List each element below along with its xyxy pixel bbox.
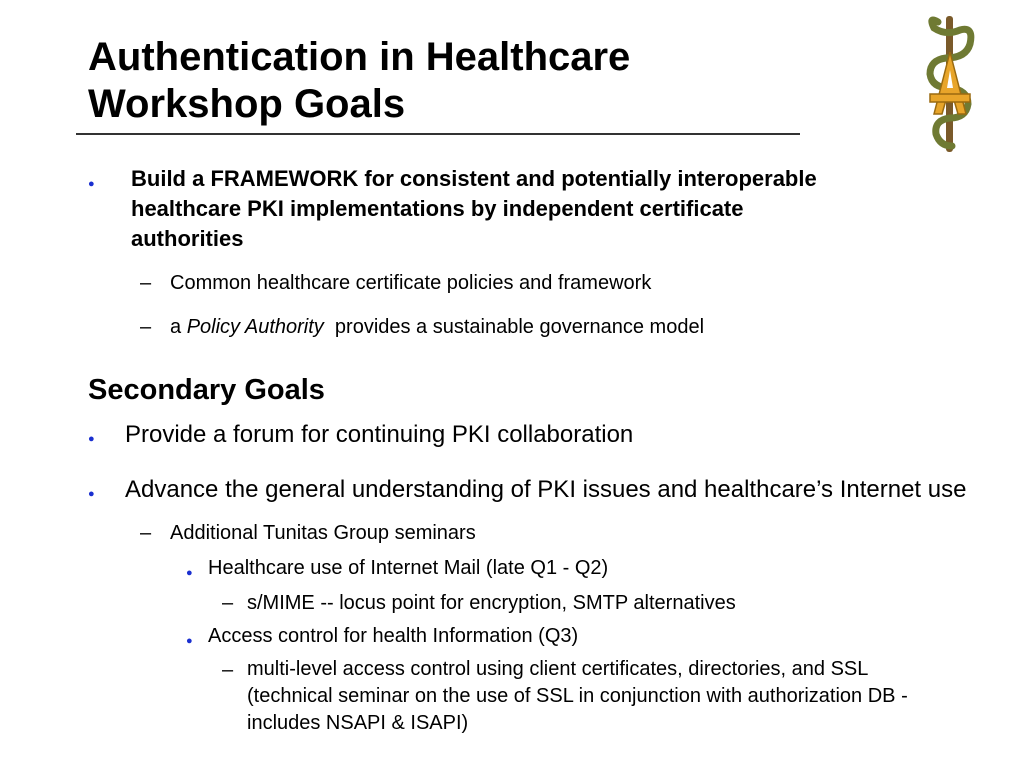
- policy-suffix: provides a sustainable governance model: [334, 316, 705, 338]
- seminar-item-1-detail: s/MIME -- locus point for encryption, SMTP alternatives: [247, 592, 736, 614]
- policy-prefix: a: [170, 316, 182, 338]
- bullet-marker: ●: [186, 567, 193, 579]
- bullet-marker: ●: [186, 635, 193, 647]
- seminars-label: Additional Tunitas Group seminars: [170, 522, 476, 544]
- dash-marker: –: [140, 272, 152, 294]
- seminar-item-1: Healthcare use of Internet Mail (late Q1 - Q2): [208, 557, 609, 579]
- caduceus-a-icon: [916, 14, 984, 154]
- bullet-marker: ●: [88, 488, 95, 500]
- secondary-heading: Secondary Goals: [88, 374, 325, 406]
- dash-marker: –: [140, 522, 152, 544]
- title-underline: [76, 133, 800, 135]
- title-line-1: Authentication in Healthcare: [88, 35, 631, 79]
- dash-marker: –: [222, 592, 234, 614]
- slide-title: [88, 34, 788, 128]
- dash-marker: –: [222, 659, 234, 681]
- primary-sub-2: [170, 316, 704, 339]
- primary-goal-text: Build a FRAMEWORK for consistent and potentially interoperable healthcare PKI implementations by independent certificate authorities: [131, 166, 817, 251]
- policy-term: Policy Authority: [186, 316, 324, 338]
- seminar-item-2-detail: multi-level access control using client certificates, directories, and SSL (technical seminar on the use of SSL in conjunction with authorization DB - includes NSAPI & ISAPI): [247, 658, 908, 734]
- bullet-marker: ●: [88, 433, 95, 445]
- secondary-goal-1: Provide a forum for continuing PKI collaboration: [125, 421, 634, 448]
- primary-sub-1: Common healthcare certificate policies and framework: [170, 272, 652, 294]
- bullet-marker: ●: [88, 178, 95, 190]
- title-line-2: Workshop Goals: [88, 82, 406, 126]
- dash-marker: –: [140, 316, 152, 338]
- seminar-item-2: Access control for health Information (Q3): [208, 625, 579, 647]
- secondary-goal-2: Advance the general understanding of PKI issues and healthcare’s Internet use: [125, 476, 967, 503]
